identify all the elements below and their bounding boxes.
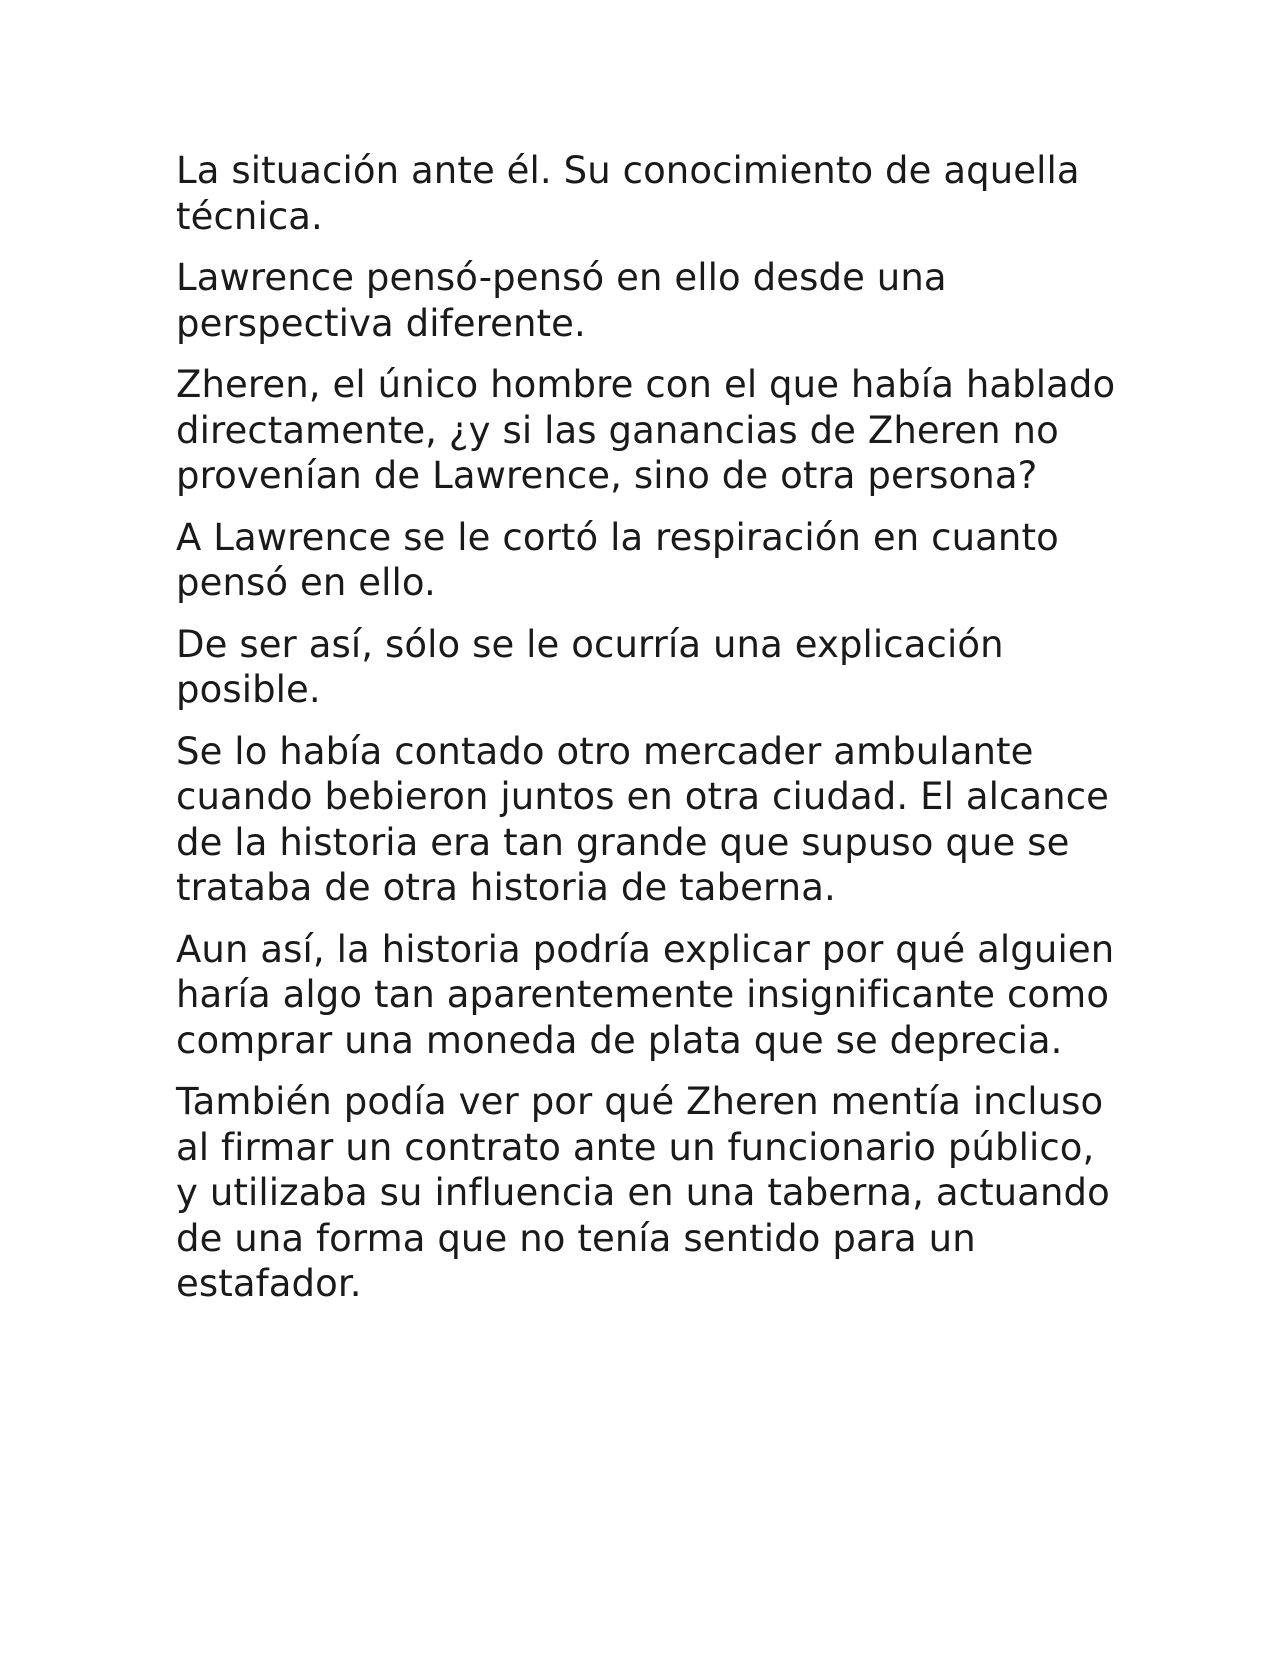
paragraph: También podía ver por qué Zheren mentía incluso al firmar un contrato ante un funcionario público, y utilizaba su influencia en una taberna, actuando de una forma que no tenía sentido para un estafador. xyxy=(176,1080,1110,1305)
paragraph: La situación ante él. Su conocimiento de aquella técnica. xyxy=(176,149,1080,238)
paragraph: Aun así, la historia podría explicar por qué alguien haría algo tan aparentemente insignificante como comprar una moneda de plata que se deprecia. xyxy=(176,927,1115,1062)
paragraph: Lawrence pensó-pensó en ello desde una perspectiva diferente. xyxy=(176,256,947,345)
paragraph: De ser así, sólo se le ocurría una explicación posible. xyxy=(176,622,1004,711)
paragraph: Zheren, el único hombre con el que había hablado directamente, ¿y si las ganancias de Zheren no provenían de Lawrence, sino de otra persona? xyxy=(176,363,1116,497)
paragraph: A Lawrence se le cortó la respiración en cuanto pensó en ello. xyxy=(176,515,1059,604)
body-text xyxy=(176,148,1116,1323)
paragraph: Se lo había contado otro mercader ambulante cuando bebieron juntos en otra ciudad. El alcance de la historia era tan grande que supuso que se trataba de otra historia de taberna. xyxy=(176,729,1110,909)
